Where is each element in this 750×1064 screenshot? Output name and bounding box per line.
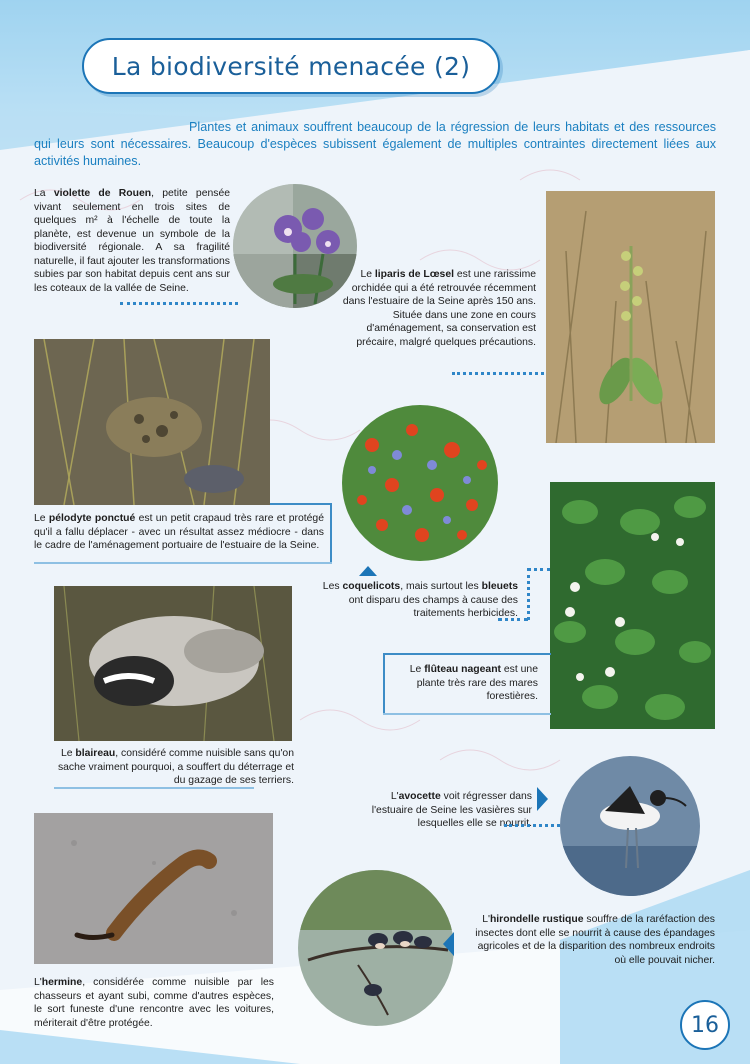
hirondelle-text: L'hirondelle rustique souffre de la raréfaction des insectes dont elle se nourrit à cause des épandages agricoles et de la disparition des nombreux endroits où elle pouvait nicher. xyxy=(475,914,715,966)
hermine-name: hermine xyxy=(41,977,83,988)
avocette-connector xyxy=(504,824,560,827)
coquelicots-name: coquelicots xyxy=(342,581,401,592)
violette-photo xyxy=(233,184,357,308)
liparis-connector xyxy=(452,372,544,375)
liparis-name: liparis de Lœsel xyxy=(374,269,454,280)
avocette-name: avocette xyxy=(398,791,441,802)
fluteau-name: flûteau nageant xyxy=(424,664,502,675)
coquelicots-connector-top xyxy=(527,568,551,571)
page-title: La biodiversité menacée (2) xyxy=(111,51,471,81)
pelodyte-frame-top xyxy=(270,503,332,505)
triangle-pointer-icon xyxy=(537,787,548,811)
bleuets-name: bleuets xyxy=(481,581,518,592)
hermine-photo xyxy=(34,813,273,964)
title-box xyxy=(82,38,500,94)
fluteau-photo xyxy=(550,482,715,729)
violette-text: La violette de Rouen, petite pensée vivant seulement en trois sites de quelques m² à l'échelle de toute la planète, est devenue un symbole de la biodiversité régionale. A sa fragilité naturelle, il faut ajouter les transformations subies par son habitat depuis cent ans sur les coteaux de la vallée de Seine. xyxy=(34,188,230,294)
liparis-photo xyxy=(546,191,715,443)
violette-connector xyxy=(120,302,238,305)
coquelicots-photo xyxy=(342,405,498,561)
triangle-pointer-icon xyxy=(359,566,377,576)
avocette-photo xyxy=(560,756,700,896)
pelodyte-photo xyxy=(34,339,270,505)
coquelicots-connector-v xyxy=(527,568,530,620)
pelodyte-text: Le pélodyte ponctué est un petit crapaud très rare et protégé qu'il a fallu déplacer - avec un résultat assez médiocre - dans le cadre de l'aménagement portuaire de l'estuaire de la Seine. xyxy=(34,513,324,551)
violette-name: violette de Rouen xyxy=(53,188,152,199)
page-number: 16 xyxy=(680,1000,730,1050)
blaireau-photo xyxy=(54,586,292,741)
blaireau-underline xyxy=(54,787,254,789)
fluteau-frame-top xyxy=(383,653,551,655)
pelodyte-frame-bottom xyxy=(34,562,332,564)
fluteau-frame-left xyxy=(383,653,385,714)
coquelicots-text: Les coquelicots, mais surtout les bleuets ont disparu des champs à cause des traitements herbicides. xyxy=(322,581,518,619)
intro-paragraph: Plantes et animaux souffrent beaucoup de la régression de leurs habitats et des ressources qui leurs sont nécessaires. Beaucoup d'espèces subissent également de multiples contraintes directement liées aux activités humaines. xyxy=(34,120,716,168)
hermine-text: L'hermine, considérée comme nuisible par les chasseurs et ayant subi, comme d'autres espèces, le sort funeste d'une rencontre avec les voitures, mériterait d'être protégée. xyxy=(34,977,274,1029)
fluteau-text: Le flûteau nageant est une plante très rare des mares forestières. xyxy=(409,664,538,702)
hirondelle-photo xyxy=(298,870,454,1026)
triangle-pointer-icon xyxy=(443,932,454,956)
pelodyte-name: pélodyte ponctué xyxy=(48,513,136,524)
pelodyte-frame-side xyxy=(330,503,332,564)
avocette-text: L'avocette voit régresser dans l'estuaire de Seine les vasières sur lesquelles elle se nourrit. xyxy=(371,791,532,829)
liparis-text: Le liparis de Lœsel est une rarissime orchidée qui a été retrouvée récemment dans l'estuaire de la Seine après 150 ans. Située dans une zone en cours d'aménagement, sa conservation est précaire, malgré quelques précautions. xyxy=(342,269,536,348)
blaireau-text: Le blaireau, considéré comme nuisible sans qu'on sache vraiment pourquoi, a souffert du déterrage et du gazage de ses terriers. xyxy=(57,748,294,786)
hirondelle-name: hirondelle rustique xyxy=(489,914,584,925)
fluteau-frame-bottom xyxy=(383,713,551,715)
blaireau-name: blaireau xyxy=(75,748,116,759)
coquelicots-connector-h xyxy=(498,618,528,621)
